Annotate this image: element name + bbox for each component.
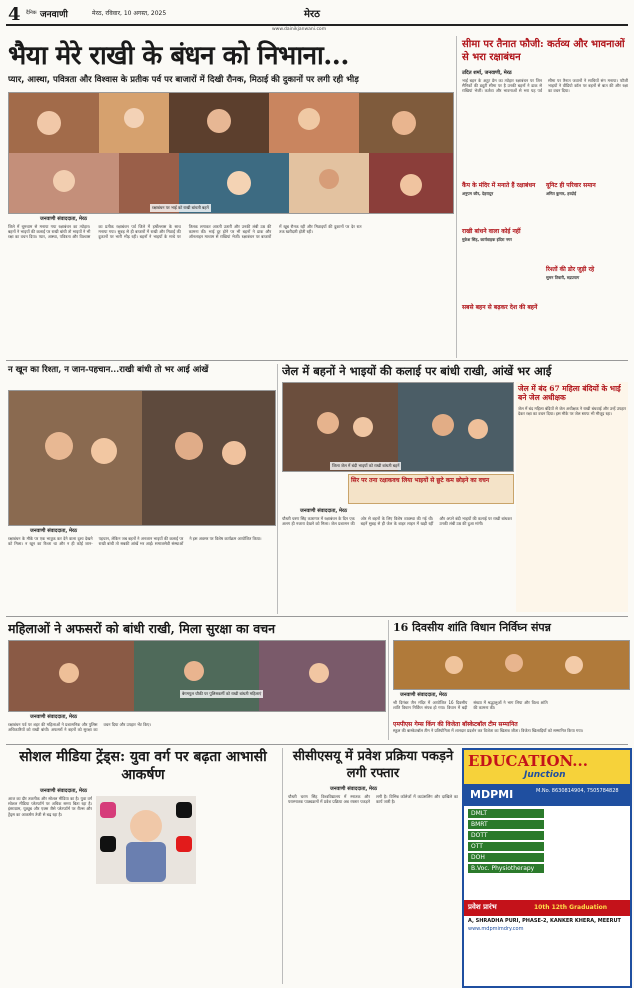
story4-photo <box>8 640 386 712</box>
x-icon <box>176 802 192 818</box>
story5-headline: 16 दिवसीय शांति विधान निर्विघ्न संपन्न <box>393 621 551 634</box>
story2-headline: न खून का रिश्ता, न जान-पहचान...राखी बांधी तो भर आई आंखें <box>8 365 209 375</box>
brief-box <box>393 720 628 742</box>
sidebar-box-4 <box>546 182 628 222</box>
story4-body: रक्षाबंधन पर्व पर शहर की महिलाओं ने प्रशासनिक और पुलिस अधिकारियों को राखी बांधी। अफसरों ने बहनों को सुरक्षा का वचन दिया और उपहार भेंट किए। <box>8 722 152 733</box>
page-number: 4 <box>8 4 21 25</box>
website: www.dainikjanwani.com <box>272 27 327 32</box>
lead-body: जिले में धूमधाम से मनाया गया रक्षाबंधन का त्योहार। बहनों ने भाइयों की कलाई पर राखी बांधी तो भाइयों ने भी रक्षा का वचन दिया। प्यार, आस्था, पवित्रता और विश्वास का प्रतीक रक्षाबंधन पर्व जिले में हर्षोल्लास के साथ मनाया गया। सुबह से ही बाजारों में राखी और मिठाई की दुकानों पर भारी भीड़ रही। बहनों ने भाइयों के माथे पर तिलक लगाकर आरती उतारी और उनकी लंबी उम्र की कामना की। भाई दूर होने पर भी बहनों ने डाक और ऑनलाइन माध्यम से राखियां भेजीं। रक्षाबंधन पर बाजारों में खूब रौनक रही और मिठाइयों की दुकानों पर देर रात तक खरीदारी होती रही। <box>8 224 362 240</box>
story7-byline: जनवाणी संवाददाता, मेरठ <box>330 786 377 792</box>
ad-web: www.mdpmimdry.com <box>468 926 524 932</box>
story5-body: श्री दिगंबर जैन मंदिर में आयोजित 16 दिवसीय शांति विधान निर्विघ्न संपन्न हो गया। विधान में बड़ी संख्या में श्रद्धालुओं ने भाग लिया और विश्व शांति की कामना की। <box>393 700 548 711</box>
column-divider <box>282 748 283 984</box>
soldier-byline: उदित शर्मा, जनवाणी, मेरठ <box>462 70 512 76</box>
city-label: मेरठ <box>304 9 320 20</box>
story4-image <box>9 641 385 711</box>
story4-headline: महिलाओं ने अफसरों को बांधी राखी, मिला सुरक्षा का वचन <box>8 621 276 636</box>
story6-body-cont <box>200 796 278 982</box>
tiktok-icon <box>100 836 116 852</box>
story5-image <box>394 641 629 689</box>
ad-courses <box>464 806 630 900</box>
sidebar-box-title: कैंप के मंदिर में मनाते हैं रक्षाबंधन <box>462 182 536 189</box>
sidebar-box-1 <box>462 182 544 222</box>
sidebar-box-title: सबसे बहन से बढ़कर देश की बहनें <box>462 304 538 311</box>
masthead <box>6 6 628 26</box>
lead-photo-caption: रक्षाबंधन पर भाई को राखी बांधती बहनें <box>152 205 209 210</box>
brief-body: स्कूल की बास्केटबॉल टीम ने प्रतियोगिता में शानदार प्रदर्शन कर विजेता का खिताब जीता। विजेता खिलाड़ियों को सम्मानित किया गया। <box>393 728 584 733</box>
story5-photo <box>393 640 630 690</box>
ad-title: EDUCATION... <box>468 752 588 770</box>
story3-photo <box>282 382 514 472</box>
ad-course: OTT <box>468 842 544 851</box>
story3-inset <box>348 474 514 504</box>
sidebar-box-5 <box>546 266 628 306</box>
story7-headline: सीसीएसयू में प्रवेश प्रक्रिया पकड़ने लगी रफ्तार <box>292 749 454 781</box>
sidebar-box-2 <box>462 228 544 268</box>
story7-body: चौधरी चरण सिंह विश्वविद्यालय में स्नातक और परास्नातक पाठ्यक्रमों में प्रवेश प्रक्रिया अब रफ्तार पकड़ने लगी है। विभिन्न कॉलेजों में काउंसलिंग और दाखिले का कार्य जारी है। <box>288 794 458 805</box>
section-divider <box>6 616 628 617</box>
dateline: मेरठ, रविवार, 10 अगस्त, 2025 <box>92 10 167 17</box>
story6-photo <box>96 796 196 884</box>
ad-subtitle: Junction <box>524 770 566 780</box>
sidebar-box-title: रिश्तों की डोर जुड़ी रहे <box>546 266 595 273</box>
jail-box-title: जेल में बंद 67 महिला बंदियों के भाई बने जेल अधीक्षक <box>518 384 621 402</box>
ad-brand: MDPMI <box>470 788 514 801</box>
inset-headline: सिर पर तना रक्षाकवच लिया भाइयों से छूटे कम छोड़ने का वचन <box>351 477 490 484</box>
section-divider <box>6 744 628 745</box>
education-ad[interactable] <box>462 748 632 988</box>
social-media-illustration <box>96 796 196 884</box>
story6-body: आज का दौर तकनीक और सोशल मीडिया का है। युवा वर्ग सोशल मीडिया प्लेटफॉर्म पर अधिक समय बिता रहा है। इंस्टाग्राम, यूट्यूब और एक्स जैसे प्लेटफॉर्म पर रील्स और ट्रेंड्स का आकर्षण तेजी से बढ़ रहा है। <box>8 796 92 817</box>
story4-photo-caption: बेगमपुल चौकी पर पुलिसकर्मी को राखी बांधती महिलाएं <box>182 691 262 696</box>
sidebar-box-byline: सुमन तिवारी, रुद्रप्रयाग <box>546 275 580 280</box>
story3-headline: जेल में बहनों ने भाइयों की कलाई पर बांधी राखी, आंखें भर आई <box>282 364 552 378</box>
ad-admission: प्रवेश प्रारंभ <box>468 903 497 911</box>
ad-brand-row <box>464 784 630 806</box>
lead-headline: भैया मेरे राखी के बंधन को निभाना... <box>8 41 349 71</box>
lead-subhead: प्यार, आस्था, पवित्रता और विश्वास के प्रतीक पर्व पर बाजारों में दिखी रौनक, मिठाई की दुकानों पर लगी रही भीड़ <box>8 75 359 85</box>
story4-byline: जनवाणी संवाददाता, मेरठ <box>30 714 77 720</box>
story5-byline: जनवाणी संवाददाता, मेरठ <box>400 692 447 698</box>
story3-body: चौधरी चरण सिंह कारागार में रक्षाबंधन के दिन एक अलग ही नजारा देखने को मिला। जेल प्रशासन की ओर से बहनों के लिए विशेष व्यवस्था की गई थी। बहनें सुबह से ही जेल के बाहर लाइन में खड़ी रहीं और अपने बंदी भाइयों की कलाई पर राखी बांधकर उनकी लंबी उम्र की दुआ मांगी। <box>282 516 512 527</box>
story3-photo-caption: जिला जेल में बंदी भाइयों को राखी बांधती बहनें <box>332 463 400 468</box>
sidebar-box-byline: अमित कुमार, हरदोई <box>546 191 577 196</box>
story3-image <box>283 383 513 471</box>
collage-image <box>9 93 453 213</box>
sidebar-box-title: राखी बांधने वाला कोई नहीं <box>462 228 521 235</box>
jail-box <box>516 382 628 612</box>
jail-box-body: जेल में बंद महिला बंदियों से जेल अधीक्षक ने राखी बंधवाई और उन्हें उपहार देकर रक्षा का वचन दिया। इस मौके पर जेल स्टाफ भी मौजूद रहा। <box>518 406 626 417</box>
sidebar-box-byline: मुकेश सिंह, कार्यवाहक इंदिरा नगर <box>462 237 512 242</box>
ad-course: DMLT <box>468 809 544 818</box>
ad-address: A, SHRADHA PURI, PHASE-2, KANKER KHERA, MEERUT <box>468 918 621 924</box>
ad-admission-row <box>464 900 630 916</box>
story6-byline: जनवाणी संवाददाता, मेरठ <box>40 788 87 794</box>
story3-byline: जनवाणी संवाददाता, मेरठ <box>300 508 347 514</box>
lead-photo-collage <box>8 92 454 214</box>
sidebar-box-3 <box>462 304 544 334</box>
section-divider <box>6 360 628 361</box>
story6-headline: सोशल मीडिया ट्रेंड्स: युवा वर्ग पर बढ़ता आभासी आकर्षण <box>19 749 267 783</box>
ad-course: BMRT <box>468 820 544 829</box>
paper-small: दैनिक <box>26 10 37 16</box>
sidebar-box-byline: अनुपम कौर, देहरादून <box>462 191 494 196</box>
story2-photo <box>8 390 276 526</box>
soldier-headline: सीमा पर तैनात फौजी: कर्तव्य और भावनाओं से भरा रक्षाबंधन <box>462 39 625 63</box>
story2-byline: जनवाणी संवाददाता, मेरठ <box>30 528 77 534</box>
ad-course: B.Voc. Physiotherapy <box>468 864 544 873</box>
youtube-icon <box>176 836 192 852</box>
ad-course: DOTT <box>468 831 544 840</box>
brief-title: एमपीएस गेम्स किंग की विजेता बॉस्केटबॉल टीम सम्मानित <box>393 721 518 728</box>
story2-body: रक्षाबंधन के मौके पर एक भावुक कर देने वाला दृश्य देखने को मिला। न खून का रिश्ता था और न ही कोई जान-पहचान, लेकिन जब बहनों ने अनजान भाइयों की कलाई पर राखी बांधी तो सबकी आंखें भर आईं। समाजसेवी संस्थाओं ने इस अवसर पर विशेष कार्यक्रम आयोजित किया। <box>8 536 262 547</box>
column-divider <box>277 364 278 614</box>
column-divider <box>388 620 389 740</box>
ad-after: 10th 12th Graduation <box>534 904 608 911</box>
ad-header <box>464 750 630 784</box>
soldier-body: भाई बहन के अटूट प्रेम का त्योहार रक्षाबंधन पर जिन सैनिकों की ड्यूटी सीमा पर है उनकी बहनों ने डाक से राखियां भेजीं। कर्तव्य और भावनाओं से भरा यह पर्व सीमा पर तैनात जवानों ने साथियों संग मनाया। फौजी भाइयों ने वीडियो कॉल पर बहनों से बात की और रक्षा का वचन दिया। <box>462 78 628 94</box>
story2-image <box>9 391 275 525</box>
column-divider <box>456 36 457 358</box>
instagram-icon <box>100 802 116 818</box>
ad-course: DOH <box>468 853 544 862</box>
sidebar-box-title: यूनिट ही परिवार समान <box>546 182 596 189</box>
ad-mobile: M.No. 8630814904, 7505784828 <box>536 788 619 794</box>
lead-byline: जनवाणी संवाददाता, मेरठ <box>40 216 87 222</box>
paper-name: जनवाणी <box>40 10 68 20</box>
